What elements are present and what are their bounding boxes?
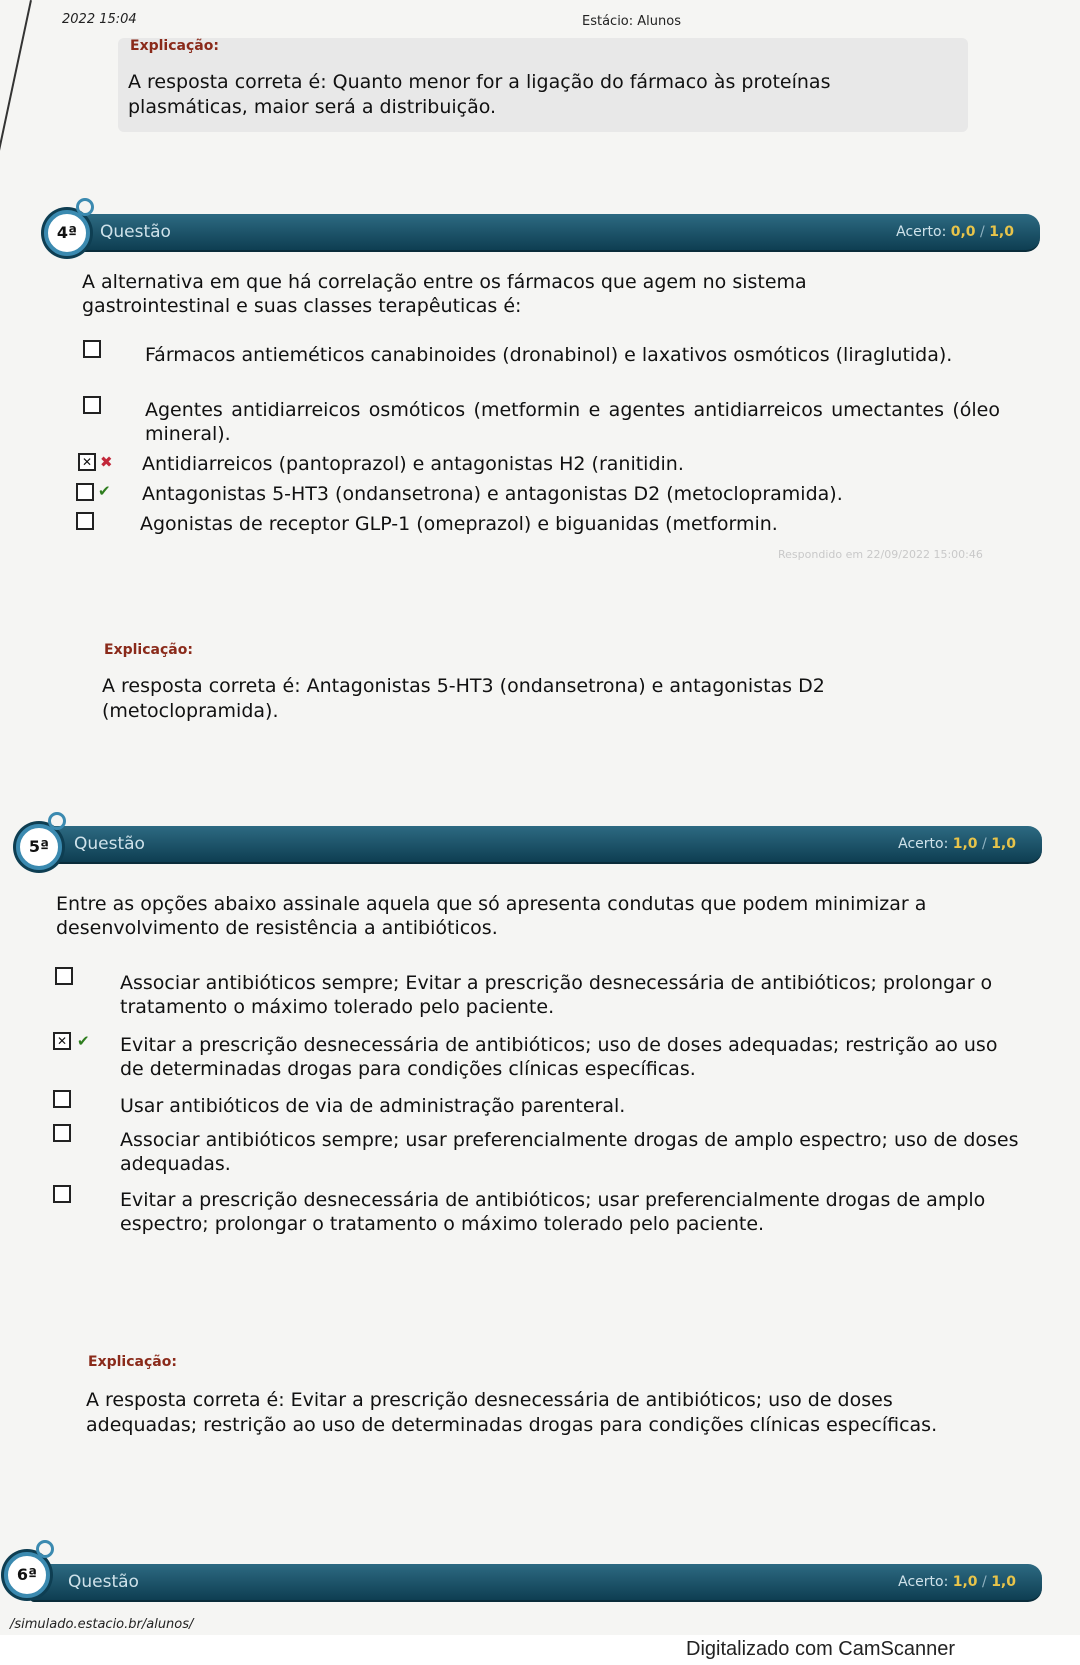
q5-option-3-checkbox[interactable] xyxy=(53,1090,71,1108)
q4-option-2[interactable] xyxy=(145,398,1000,446)
q4-option-2-checkbox[interactable] xyxy=(83,396,101,414)
q5-header-bar xyxy=(30,826,1042,864)
q4-badge-ring xyxy=(76,198,94,216)
q4-score xyxy=(896,224,1014,240)
q5-title: Questão xyxy=(74,834,145,854)
q4-answered-timestamp: Respondido em 22/09/2022 15:00:46 xyxy=(778,548,983,561)
q5-option-2-checkbox[interactable]: ✕ xyxy=(53,1032,71,1050)
q4-option-4-text: Antagonistas 5-HT3 (ondansetrona) e antagonistas D2 (metoclopramida). xyxy=(142,483,843,505)
camscanner-watermark: Digitalizado com CamScanner xyxy=(686,1638,956,1660)
paper-fold xyxy=(0,0,32,191)
q6-number-badge xyxy=(4,1552,50,1598)
q4-option-3-wrong-icon: ✖ xyxy=(100,453,113,471)
q5-option-5-checkbox[interactable] xyxy=(53,1185,71,1203)
q4-option-1[interactable] xyxy=(145,343,1000,367)
q4-header-bar xyxy=(60,214,1040,252)
q5-option-4-text: Associar antibióticos sempre; usar preferencialmente drogas de amplo espectro; uso de doses adequadas. xyxy=(120,1129,1019,1175)
q5-score-max: 1,0 xyxy=(991,836,1016,852)
q5-option-1-text: Associar antibióticos sempre; Evitar a prescrição desnecessária de antibióticos; prolongar o tratamento o máximo tolerado pelo paciente. xyxy=(120,972,993,1018)
q5-score-value: 1,0 xyxy=(952,836,978,852)
q6-title: Questão xyxy=(68,1572,139,1592)
q6-badge-ring xyxy=(36,1540,54,1558)
q5-score-separator: / xyxy=(982,836,987,852)
q4-prompt: A alternativa em que há correlação entre os fármacos que agem no sistema gastrointestinal e suas classes terapêuticas é: xyxy=(82,271,807,317)
q5-option-2-correct-icon: ✔ xyxy=(77,1032,90,1050)
q4-explanation-text: A resposta correta é: Antagonistas 5-HT3 (ondansetrona) e antagonistas D2 (metoclopramida). xyxy=(102,675,825,722)
q4-title: Questão xyxy=(100,222,171,242)
print-header xyxy=(62,12,1040,34)
q4-option-4-checkbox[interactable] xyxy=(76,483,94,501)
q5-explanation-text: A resposta correta é: Evitar a prescrição desnecessária de antibióticos; uso de doses adequadas; restrição ao uso de determinadas drogas para condições clínicas específicas. xyxy=(86,1389,938,1436)
q4-number: 4ª xyxy=(56,223,78,242)
q4-option-3-text: Antidiarreicos (pantoprazol) e antagonistas H2 (ranitidin. xyxy=(142,453,684,475)
q4-option-5-text: Agonistas de receptor GLP-1 (omeprazol) e biguanidas (metformin. xyxy=(140,513,778,535)
q5-option-4[interactable] xyxy=(120,1128,1040,1176)
q4-score-value: 0,0 xyxy=(950,224,976,240)
q5-option-5[interactable] xyxy=(120,1188,1030,1236)
q4-score-separator: / xyxy=(980,224,985,240)
q5-score xyxy=(898,836,1016,852)
q5-option-2-text: Evitar a prescrição desnecessária de antibióticos; uso de doses adequadas; restrição ao uso de determinadas drogas para condições clínicas específicas. xyxy=(120,1034,998,1080)
q5-option-3-text: Usar antibióticos de via de administração parenteral. xyxy=(120,1095,626,1117)
q5-option-2[interactable] xyxy=(120,1033,1020,1081)
q5-number-badge xyxy=(16,824,62,870)
q4-explanation-label: Explicação: xyxy=(104,642,193,658)
q5-option-5-text: Evitar a prescrição desnecessária de antibióticos; usar preferencialmente drogas de amplo espectro; prolongar o tratamento o máximo tolerado pelo paciente. xyxy=(120,1189,986,1235)
q5-number: 5ª xyxy=(28,837,50,856)
q4-option-4[interactable] xyxy=(142,482,1002,506)
q3-explanation-label: Explicação: xyxy=(130,38,219,54)
q6-acerto-label: Acerto: xyxy=(898,1574,949,1590)
q4-acerto-label: Acerto: xyxy=(896,224,947,240)
q4-option-3[interactable] xyxy=(142,452,1002,476)
q4-number-badge xyxy=(44,210,90,256)
q6-score-value: 1,0 xyxy=(952,1574,978,1590)
q5-option-1[interactable] xyxy=(120,971,1020,1019)
q6-score-max: 1,0 xyxy=(991,1574,1016,1590)
q5-explanation-label: Explicação: xyxy=(88,1354,177,1370)
q5-option-4-checkbox[interactable] xyxy=(53,1124,71,1142)
q4-option-4-correct-icon: ✔ xyxy=(98,482,111,500)
q4-score-max: 1,0 xyxy=(989,224,1014,240)
q4-option-5[interactable] xyxy=(140,512,1000,536)
print-datetime: 2022 15:04 xyxy=(62,12,137,27)
q5-option-3[interactable] xyxy=(120,1094,1020,1118)
q6-number: 6ª xyxy=(16,1565,38,1584)
q5-option-1-checkbox[interactable] xyxy=(55,967,73,985)
page-url: /simulado.estacio.br/alunos/ xyxy=(10,1617,194,1632)
q6-score xyxy=(898,1574,1016,1590)
q6-header-bar xyxy=(30,1564,1042,1602)
q4-option-3-checkbox[interactable]: ✕ xyxy=(78,453,96,471)
q3-explanation-text: A resposta correta é: Quanto menor for a ligação do fármaco às proteínas plasmáticas, maior será a distribuição. xyxy=(128,71,831,118)
q4-option-2-text: Agentes antidiarreicos osmóticos (metformin e agentes antidiarreicos umectantes (óleo mineral). xyxy=(145,399,1000,445)
q6-score-separator: / xyxy=(982,1574,987,1590)
q4-option-1-text: Fármacos antieméticos canabinoides (dronabinol) e laxativos osmóticos (liraglutida). xyxy=(145,344,953,366)
q5-acerto-label: Acerto: xyxy=(898,836,949,852)
q5-prompt: Entre as opções abaixo assinale aquela que só apresenta condutas que podem minimizar a desenvolvimento de resistência a antibióticos. xyxy=(56,893,927,939)
q5-badge-ring xyxy=(48,812,66,830)
q4-option-5-checkbox[interactable] xyxy=(76,512,94,530)
q4-option-1-checkbox[interactable] xyxy=(83,340,101,358)
print-site-title: Estácio: Alunos xyxy=(582,14,681,29)
